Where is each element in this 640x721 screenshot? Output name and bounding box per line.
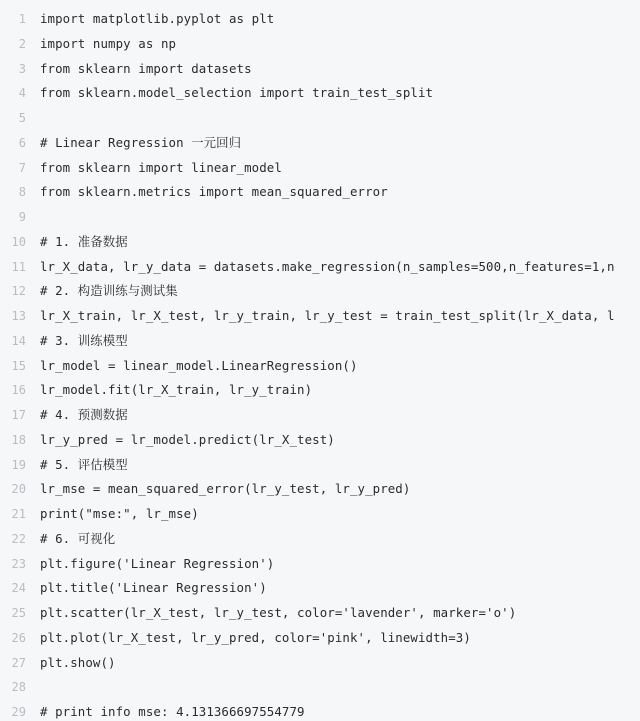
line-number: 4 [18,86,26,101]
code-lines [0,7,640,721]
line-number: 3 [18,61,26,76]
code-text[interactable]: plt.show() [40,654,116,670]
code-comment[interactable]: # 1. 准备数据 [40,233,128,249]
line-number: 13 [11,309,26,323]
code-comment[interactable]: # 2. 构造训练与测试集 [40,283,178,299]
code-line [0,57,640,82]
line-number: 18 [11,432,26,447]
code-line [0,601,640,626]
line-number: 10 [11,234,26,249]
line-number: 7 [18,160,26,175]
code-line [0,131,640,156]
line-number: 25 [11,606,26,620]
code-line [0,230,640,255]
line-number: 17 [11,408,26,422]
code-line [0,428,640,453]
code-text[interactable]: plt.scatter(lr_X_test, lr_y_test, color='lavender', marker='o') [40,605,517,620]
line-number: 28 [11,680,26,695]
line-number: 19 [11,457,26,472]
code-text[interactable]: import numpy as np [40,35,177,51]
code-line [0,378,640,403]
line-number: 8 [18,185,26,200]
code-line [0,156,640,181]
line-number: 23 [11,556,26,571]
line-number: 2 [18,36,26,51]
code-text[interactable]: from sklearn import datasets [40,60,252,76]
code-line [0,180,640,205]
code-line [0,576,640,601]
code-text[interactable]: lr_X_train, lr_X_test, lr_y_train, lr_y_test = train_test_split(lr_X_data, l [40,308,615,323]
code-line [0,675,640,700]
code-line [0,354,640,379]
code-text[interactable]: lr_model.fit(lr_X_train, lr_y_train) [40,382,313,398]
line-number: 5 [18,111,26,125]
line-number: 21 [11,507,26,521]
code-line [0,304,640,329]
code-comment[interactable]: # 3. 训练模型 [40,332,128,348]
line-number: 20 [11,482,26,497]
code-comment[interactable]: # print info mse: 4.131366697554779 [40,704,305,719]
line-number: 16 [11,383,26,398]
code-text[interactable]: lr_X_data, lr_y_data = datasets.make_regression(n_samples=500,n_features=1,n [40,258,615,274]
code-line [0,32,640,57]
code-line [0,651,640,676]
line-number: 9 [18,210,26,224]
code-text[interactable]: from sklearn.model_selection import train_test_split [40,85,434,101]
line-number: 1 [18,12,26,26]
code-line [0,477,640,502]
code-text[interactable]: lr_mse = mean_squared_error(lr_y_test, lr_y_pred) [40,481,411,497]
line-number: 24 [11,581,26,596]
line-number: 14 [11,333,26,348]
code-line [0,552,640,577]
code-line [0,329,640,354]
code-line [0,279,640,304]
code-text[interactable]: import matplotlib.pyplot as plt [40,11,275,26]
code-text[interactable]: from sklearn.metrics import mean_squared_error [40,184,388,200]
code-text[interactable]: plt.figure('Linear Regression') [40,555,275,571]
code-comment[interactable]: # 5. 评估模型 [40,456,128,472]
code-text[interactable]: from sklearn import linear_model [40,159,282,175]
code-text[interactable]: plt.title('Linear Regression') [40,580,267,596]
line-number: 29 [11,705,26,719]
code-line [0,106,640,131]
code-line [0,453,640,478]
code-comment[interactable]: # 6. 可视化 [40,530,116,546]
code-line [0,7,640,32]
code-text[interactable]: print("mse:", lr_mse) [40,506,199,521]
code-text[interactable]: lr_model = linear_model.LinearRegression() [40,357,358,373]
line-number: 26 [11,630,26,645]
code-line [0,626,640,651]
line-number: 11 [11,259,26,274]
line-number: 27 [11,655,26,670]
code-text[interactable]: lr_y_pred = lr_model.predict(lr_X_test) [40,431,335,447]
code-line [0,81,640,106]
code-line [0,205,640,230]
line-number: 15 [11,358,26,373]
code-line [0,502,640,527]
line-number: 6 [18,135,26,150]
code-text[interactable]: plt.plot(lr_X_test, lr_y_pred, color='pink', linewidth=3) [40,629,471,645]
code-comment[interactable]: # 4. 预测数据 [40,407,128,422]
code-comment[interactable]: # Linear Regression 一元回归 [40,134,242,150]
code-line [0,527,640,552]
line-number: 12 [11,284,26,299]
line-number: 22 [11,531,26,546]
code-line [0,700,640,721]
code-line [0,255,640,280]
code-line [0,403,640,428]
